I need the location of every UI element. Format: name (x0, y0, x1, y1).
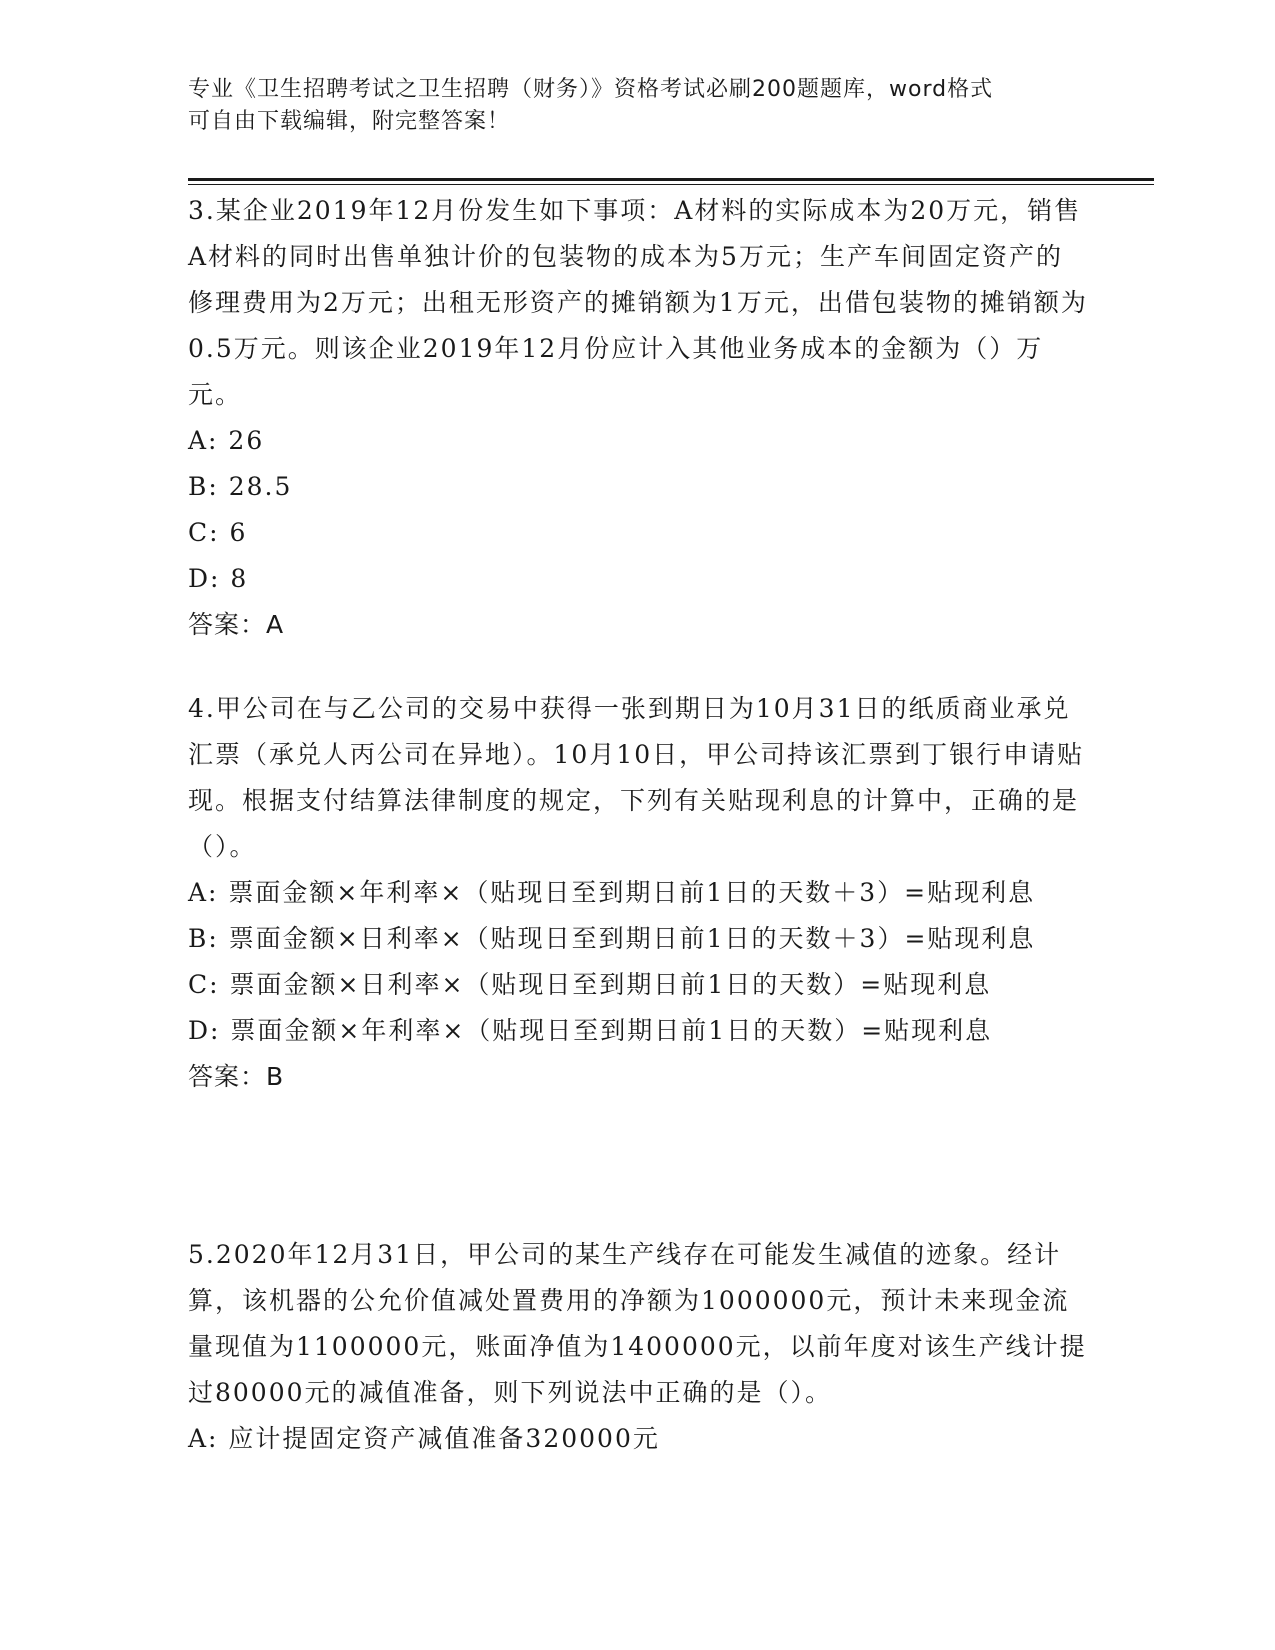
question-stem: 5.2020年12月31日，甲公司的某生产线存在可能发生减值的迹象。经计算，该机器的公允价值减处置费用的净额为1000000元，预计未来现金流量现值为1100000元，账面净值为1400000元，以前年度对该生产线计提过80000元的减值准备，则下列说法中正确的是（）。 (188, 1240, 1087, 1407)
option-b: B: 28.5 (188, 472, 293, 501)
header-divider-thin (188, 184, 1154, 185)
question-3 (188, 188, 1088, 648)
header-divider-thick (188, 178, 1154, 181)
question-stem: 4.甲公司在与乙公司的交易中获得一张到期日为10月31日的纸质商业承兑汇票（承兑人丙公司在异地）。10月10日，甲公司持该汇票到丁银行申请贴现。根据支付结算法律制度的规定，下列有关贴现利息的计算中，正确的是（）。 (188, 694, 1085, 861)
option-a: A: 票面金额×年利率×（贴现日至到期日前1日的天数＋3）=贴现利息 (188, 878, 1036, 907)
question-4 (188, 686, 1088, 1100)
answer-line: 答案：B (188, 1062, 285, 1091)
header-line-1: 专业《卫生招聘考试之卫生招聘（财务）》资格考试必刷200题题库，word格式 (188, 77, 994, 102)
option-b: B: 票面金额×日利率×（贴现日至到期日前1日的天数＋3）=贴现利息 (188, 924, 1036, 953)
header-line-2: 可自由下载编辑，附完整答案！ (188, 109, 511, 134)
question-5 (188, 1232, 1088, 1462)
option-d: D: 票面金额×年利率×（贴现日至到期日前1日的天数）=贴现利息 (188, 1016, 993, 1045)
option-d: D: 8 (188, 564, 249, 593)
document-header (188, 74, 1068, 138)
option-c: C: 6 (188, 518, 248, 547)
answer-line: 答案：A (188, 610, 285, 639)
option-a: A: 应计提固定资产减值准备320000元 (188, 1424, 660, 1453)
option-a: A: 26 (188, 426, 265, 455)
question-stem: 3.某企业2019年12月份发生如下事项：A材料的实际成本为20万元，销售A材料的同时出售单独计价的包装物的成本为5万元；生产车间固定资产的修理费用为2万元；出租无形资产的摊销额为1万元，出借包装物的摊销额为0.5万元。则该企业2019年12月份应计入其他业务成本的金额为（）万元。 (188, 196, 1088, 409)
option-c: C: 票面金额×日利率×（贴现日至到期日前1日的天数）=贴现利息 (188, 970, 992, 999)
